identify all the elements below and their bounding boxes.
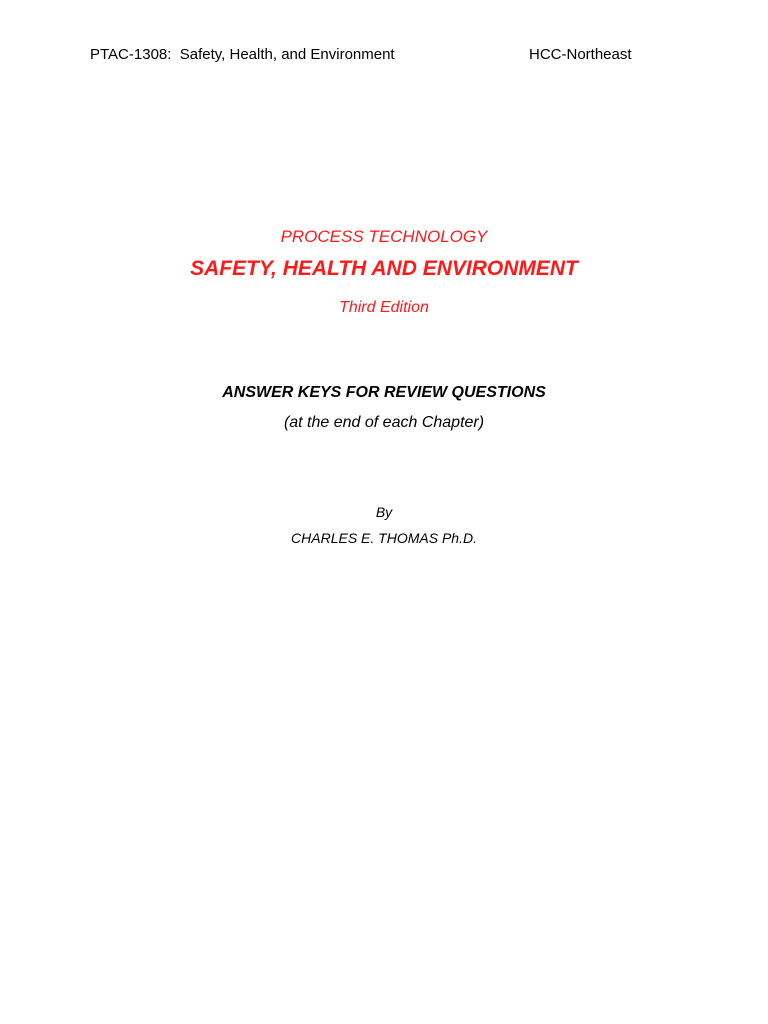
by-label: By (375, 504, 393, 520)
header-campus: HCC-Northeast (529, 46, 632, 63)
book-title: SAFETY, HEALTH AND ENVIRONMENT (190, 257, 578, 280)
edition-label: Third Edition (339, 299, 429, 316)
document-subnote: (at the end of each Chapter) (283, 414, 485, 431)
author-name: CHARLES E. THOMAS Ph.D. (291, 530, 477, 546)
header-course: PTAC-1308: Safety, Health, and Environment (90, 46, 395, 63)
series-title: PROCESS TECHNOLOGY (280, 227, 488, 246)
document-subtitle: ANSWER KEYS FOR REVIEW QUESTIONS (222, 384, 546, 401)
